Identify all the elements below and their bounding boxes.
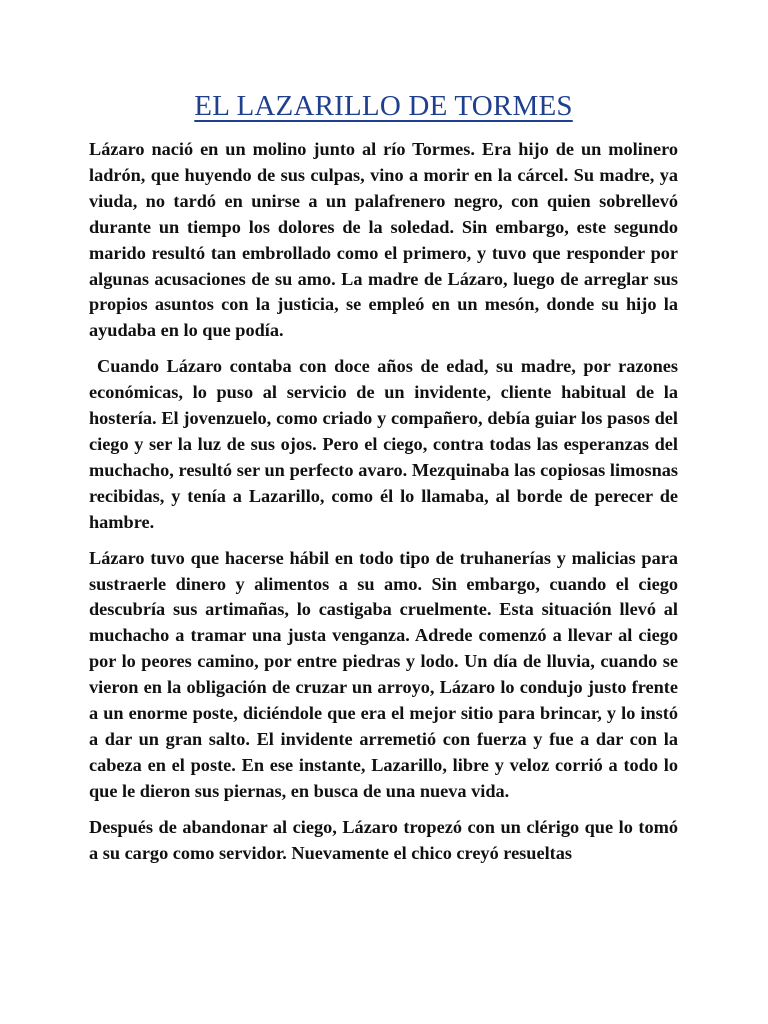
paragraph-4: Después de abandonar al ciego, Lázaro tropezó con un clérigo que lo tomó a su cargo como servidor. Nuevamente el chico creyó resueltas — [89, 816, 678, 863]
paragraph-3: Lázaro tuvo que hacerse hábil en todo tipo de truhanerías y malicias para sustraerle dinero y alimentos a su amo. Sin embargo, cuando el ciego descubría sus artimañas, lo castigaba cruelmente. Esta situación llevó al muchacho a tramar una justa venganza. Adrede comenzó a llevar al ciego por lo peores camino, por entre piedras y lodo. Un día de lluvia, cuando se vieron en la obligación de cruzar un arroyo, Lázaro lo condujo justo frente a un enorme poste, diciéndole que era el mejor sitio para brincar, y lo instó a dar un gran salto. El invidente arremetió con fuerza y fue a dar con la cabeza en el poste. En ese instante, Lazarillo, libre y veloz corrió a todo lo que le dieron sus piernas, en busca de una nueva vida. — [89, 547, 678, 801]
paragraph-1: Lázaro nació en un molino junto al río Tormes. Era hijo de un molinero ladrón, que huyendo de sus culpas, vino a morir en la cárcel. Su madre, ya viuda, no tardó en unirse a un palafrenero negro, con quien sobrellevó durante un tiempo los dolores de la soledad. Sin embargo, este segundo marido resultó tan embrollado como el primero, y tuvo que responder por algunas acusaciones de su amo. La madre de Lázaro, luego de arreglar sus propios asuntos con la justicia, se empleó en un mesón, donde su hijo la ayudaba en lo que podía. — [89, 139, 678, 341]
document-title: EL LAZARILLO DE TORMES — [194, 90, 573, 122]
paragraph-2: Cuando Lázaro contaba con doce años de edad, su madre, por razones económicas, lo puso al servicio de un invidente, cliente habitual de la hostería. El jovenzuelo, como criado y compañero, debía guiar los pasos del ciego y ser la luz de sus ojos. Pero el ciego, contra todas las esperanzas del muchacho, resultó ser un perfecto avaro. Mezquinaba las copiosas limosnas recibidas, y tenía a Lazarillo, como él lo llamaba, al borde de perecer de hambre. — [89, 356, 678, 532]
document-page — [89, 90, 678, 876]
